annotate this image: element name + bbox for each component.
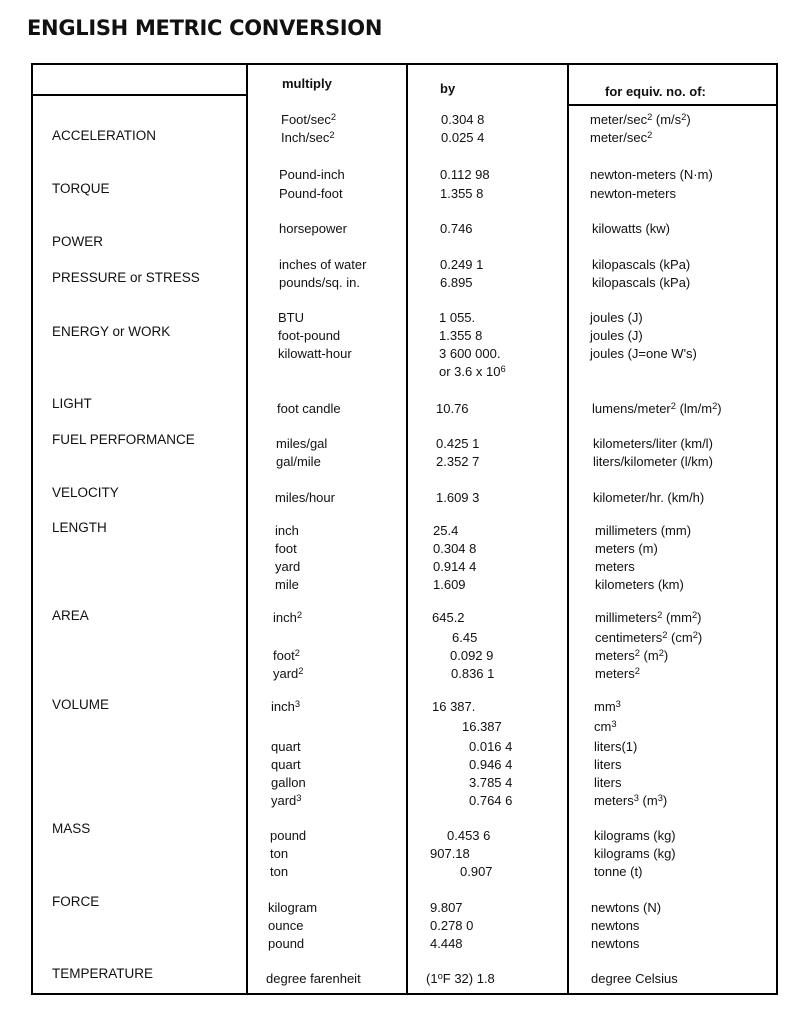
by-cell: 0.746: [440, 221, 473, 236]
equiv-cell: meters$^3$ $(m^3)$: [594, 792, 668, 808]
multiply-cell: foot-pound: [278, 328, 341, 343]
equiv-cell: millimeters$^2$ $(mm^2)$: [595, 609, 702, 625]
equiv-cell: newtons: [591, 936, 640, 951]
by-cell: 6.45: [452, 630, 478, 645]
multiply-cell: Pound-foot: [279, 186, 343, 201]
category-label-mass: MASS: [52, 821, 91, 836]
category-label-force: FORCE: [52, 894, 100, 909]
by-cell: 1.609: [433, 577, 466, 592]
multiply-cell: foot candle: [277, 401, 341, 416]
multiply-cell: kilowatt-hour: [278, 346, 352, 361]
category-label-light: LIGHT: [52, 396, 92, 411]
equiv-cell: joules (J=one W's): [590, 346, 697, 361]
equiv-cell: centimeters$^2$ $(cm^2)$: [595, 629, 703, 645]
equiv-cell: liters: [594, 757, 622, 772]
equiv-cell: kilometers (km): [595, 577, 684, 592]
multiply-cell: Inch/$\sec^2$: [281, 129, 335, 145]
multiply-cell: horsepower: [279, 221, 347, 236]
by-cell: (1$^o$F 32) 1.8: [426, 970, 495, 986]
equiv-cell: kilograms (kg): [594, 846, 676, 861]
by-cell: 0.112 98: [440, 167, 490, 182]
equiv-cell: kilometer/hr. (km/h): [593, 490, 705, 505]
header-divider: [568, 104, 777, 106]
multiply-cell: Foot/$\sec^2$: [281, 111, 337, 127]
by-cell: 0.249 1: [440, 257, 484, 272]
equiv-cell: meters$^2$: [595, 665, 640, 681]
by-cell: 10.76: [436, 401, 469, 416]
category-label-area: AREA: [52, 608, 89, 623]
multiply-cell: Pound-inch: [279, 167, 345, 182]
by-cell: 0.092 9: [450, 648, 494, 663]
by-cell: 1 055.: [439, 310, 476, 325]
multiply-cell: kilogram: [268, 900, 318, 915]
by-cell: 4.448: [430, 936, 463, 951]
by-cell: 3.785 4: [469, 775, 513, 790]
by-cell: 0.278 0: [430, 918, 474, 933]
equiv-column-header: for equiv. no. of:: [605, 84, 706, 99]
by-cell: 16.387: [462, 719, 502, 734]
by-cell: 25.4: [433, 523, 459, 538]
multiply-cell: pounds/sq. in.: [279, 275, 360, 290]
equiv-cell: kilopascals (kPa): [592, 275, 691, 290]
multiply-cell: pound: [268, 936, 305, 951]
multiply-cell: ton: [270, 846, 289, 861]
by-cell: 1.609 3: [436, 490, 480, 505]
equiv-cell: liters(1): [594, 739, 638, 754]
equiv-cell: newtons: [591, 918, 640, 933]
by-cell: 2.352 7: [436, 454, 480, 469]
multiply-cell: foot: [275, 541, 297, 556]
equiv-cell: lumens/meter$^2$ $(lm/m^2)$: [592, 400, 722, 416]
equiv-cell: meters$^2$ $(m^2)$: [595, 647, 669, 663]
category-label-velocity: VELOCITY: [52, 485, 119, 500]
multiply-cell: foot$^2$: [273, 647, 300, 663]
page-title: ENGLISH METRIC CONVERSION: [27, 16, 383, 40]
multiply-cell: inch$^3$: [271, 698, 301, 714]
by-cell: 0.946 4: [469, 757, 513, 772]
multiply-cell: inches of water: [279, 257, 367, 272]
by-cell: 0.304 8: [441, 112, 485, 127]
equiv-cell: $mm^3$: [594, 698, 621, 714]
by-cell: 0.914 4: [433, 559, 477, 574]
equiv-cell: meters: [595, 559, 635, 574]
equiv-cell: $cm^3$: [594, 718, 617, 734]
by-cell: 0.836 1: [451, 666, 495, 681]
equiv-cell: liters: [594, 775, 622, 790]
header-divider: [32, 94, 247, 96]
multiply-cell: ton: [270, 864, 289, 879]
equiv-cell: meters (m): [595, 541, 658, 556]
column-divider: [567, 64, 569, 994]
by-cell: 0.016 4: [469, 739, 513, 754]
multiply-cell: mile: [275, 577, 299, 592]
equiv-cell: millimeters (mm): [595, 523, 692, 538]
category-label-fuel: FUEL PERFORMANCE: [52, 432, 195, 447]
multiply-cell: gallon: [271, 775, 306, 790]
by-cell: 0.764 6: [469, 793, 513, 808]
equiv-cell: joules (J): [590, 310, 643, 325]
multiply-cell: yard$^3$: [271, 792, 302, 808]
multiply-cell: degree farenheit: [266, 971, 361, 986]
multiply-cell: yard$^2$: [273, 665, 304, 681]
equiv-cell: meter/$\sec^2$: [590, 129, 653, 145]
column-divider: [406, 64, 408, 994]
multiply-cell: pound: [270, 828, 307, 843]
category-label-length: LENGTH: [52, 520, 107, 535]
by-cell: 907.18: [430, 846, 470, 861]
by-cell: 0.025 4: [441, 130, 485, 145]
by-cell: 645.2: [432, 610, 465, 625]
equiv-cell: newton-meters: [590, 186, 676, 201]
by-cell: 0.453 6: [447, 828, 491, 843]
equiv-cell: newton-meters (N·m): [590, 167, 713, 182]
equiv-cell: meter/$\sec^2$ $(m/s^2)$: [590, 111, 691, 127]
equiv-cell: kilowatts (kw): [592, 221, 671, 236]
category-label-volume: VOLUME: [52, 697, 110, 712]
category-label-power: POWER: [52, 234, 104, 249]
by-cell: 16 387.: [432, 699, 476, 714]
multiply-cell: miles/hour: [275, 490, 335, 505]
multiply-cell: miles/gal: [276, 436, 328, 451]
category-label-torque: TORQUE: [52, 181, 110, 196]
category-label-energy: ENERGY or WORK: [52, 324, 171, 339]
multiply-column-header: multiply: [282, 76, 332, 91]
equiv-cell: kilometers/liter (km/l): [593, 436, 713, 451]
equiv-cell: kilopascals (kPa): [592, 257, 691, 272]
by-cell: 9.807: [430, 900, 463, 915]
category-label-acceleration: ACCELERATION: [52, 128, 157, 143]
equiv-cell: newtons (N): [591, 900, 662, 915]
category-label-temperature: TEMPERATURE: [52, 966, 154, 981]
multiply-cell: quart: [271, 757, 301, 772]
category-label-pressure: PRESSURE or STRESS: [52, 270, 200, 285]
multiply-cell: inch$^2$: [273, 609, 303, 625]
equiv-cell: kilograms (kg): [594, 828, 676, 843]
by-cell: 6.895: [440, 275, 473, 290]
multiply-cell: quart: [271, 739, 301, 754]
equiv-cell: degree Celsius: [591, 971, 678, 986]
equiv-cell: joules (J): [590, 328, 643, 343]
multiply-cell: BTU: [278, 310, 304, 325]
by-cell: 1.355 8: [440, 186, 484, 201]
by-column-header: by: [440, 81, 456, 96]
multiply-cell: inch: [275, 523, 299, 538]
by-cell: 1.355 8: [439, 328, 483, 343]
multiply-cell: gal/mile: [276, 454, 321, 469]
by-cell: or 3.6 x $10^6$: [439, 363, 506, 379]
multiply-cell: yard: [275, 559, 301, 574]
equiv-cell: liters/kilometer (l/km): [593, 454, 713, 469]
multiply-cell: ounce: [268, 918, 304, 933]
by-cell: 0.304 8: [433, 541, 477, 556]
column-divider: [246, 64, 248, 994]
by-cell: 3 600 000.: [439, 346, 501, 361]
equiv-cell: tonne (t): [594, 864, 643, 879]
by-cell: 0.425 1: [436, 436, 480, 451]
by-cell: 0.907: [460, 864, 493, 879]
